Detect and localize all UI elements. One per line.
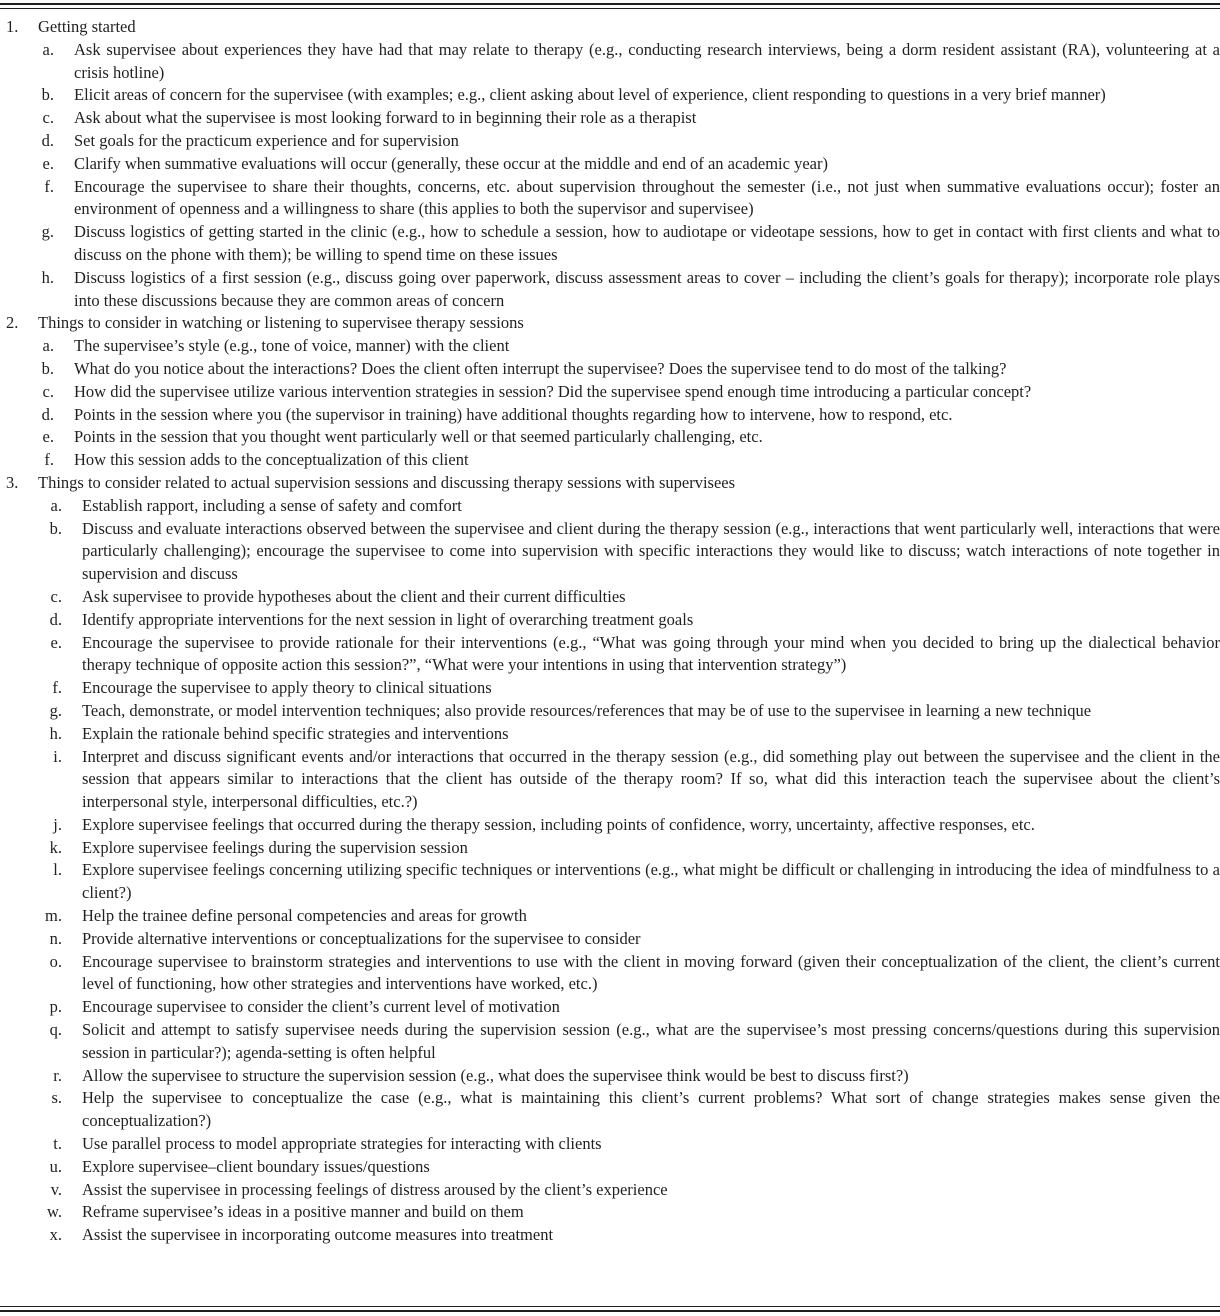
item-text: Explain the rationale behind specific strategies and interventions xyxy=(82,723,509,743)
list-item xyxy=(0,518,1220,586)
item-letter: u. xyxy=(49,1156,62,1176)
list-item xyxy=(0,746,1220,814)
item-text: Explore supervisee feelings during the supervision session xyxy=(82,837,468,857)
section-items xyxy=(0,39,1220,313)
list-item xyxy=(0,677,1220,700)
list-item xyxy=(0,1087,1220,1133)
item-letter: o. xyxy=(49,951,62,971)
list-item xyxy=(0,267,1220,313)
item-text: Allow the supervisee to structure the supervision session (e.g., what does the supervisee think would be best to discuss first?) xyxy=(82,1065,909,1085)
item-text: Encourage supervisee to brainstorm strategies and interventions to use with the client in moving forward (given their conceptualization of the client, the client’s current level of functioning, how other strategies and interventions have worked, etc.) xyxy=(82,951,1220,994)
list-item xyxy=(0,153,1220,176)
item-text: Discuss logistics of a first session (e.g., discuss going over paperwork, discuss assessment areas to cover – including the client’s goals for therapy); incorporate role plays into these discussions because they are common areas of concern xyxy=(74,267,1220,310)
list-item xyxy=(0,996,1220,1019)
list-item xyxy=(0,381,1220,404)
item-text: Help the trainee define personal competencies and areas for growth xyxy=(82,906,527,926)
item-text: Points in the session where you (the supervisor in training) have additional thoughts regarding how to intervene, how to respond, etc. xyxy=(74,404,953,424)
list-item xyxy=(0,859,1220,905)
item-text: Encourage the supervisee to share their thoughts, concerns, etc. about supervision throughout the semester (i.e., not just when summative evaluations occur); foster an environment of openness and a willingness to share (this applies to both the supervisor and supervisee) xyxy=(74,176,1220,219)
item-letter: g. xyxy=(49,700,62,720)
list-item xyxy=(0,176,1220,222)
list-item xyxy=(0,586,1220,609)
item-letter: t. xyxy=(53,1134,62,1154)
item-letter: k. xyxy=(49,837,62,857)
section-items xyxy=(0,495,1220,1247)
list-item xyxy=(0,39,1220,85)
list-item xyxy=(0,1201,1220,1224)
item-letter: l. xyxy=(53,860,62,880)
list-item xyxy=(0,107,1220,130)
list-item xyxy=(0,951,1220,997)
item-letter: a. xyxy=(50,495,62,515)
list-item xyxy=(0,1224,1220,1247)
list-item xyxy=(0,1065,1220,1088)
item-letter: w. xyxy=(47,1202,62,1222)
bottom-rule-inner xyxy=(0,1306,1220,1307)
list-item xyxy=(0,84,1220,107)
item-letter: d. xyxy=(49,609,62,629)
item-letter: c. xyxy=(42,381,54,401)
item-text: Clarify when summative evaluations will occur (generally, these occur at the middle and end of an academic year) xyxy=(74,153,828,173)
item-text: Interpret and discuss significant events and/or interactions that occurred in the therapy session (e.g., did something play out between the supervisee and the client in the session that appears similar to interactions that the client has outside of the therapy room? If so, what did this interaction teach the supervisee about the client’s interpersonal style, interpersonal difficulties, etc.?) xyxy=(82,746,1220,812)
section-number: 2. xyxy=(6,313,19,333)
item-letter: g. xyxy=(41,222,54,242)
item-letter: v. xyxy=(50,1179,62,1199)
item-text: Use parallel process to model appropriate strategies for interacting with clients xyxy=(82,1134,602,1154)
item-letter: d. xyxy=(41,130,54,150)
item-letter: h. xyxy=(41,267,54,287)
list-item xyxy=(0,723,1220,746)
checklist-document xyxy=(0,16,1220,1247)
item-text: Explore supervisee feelings concerning utilizing specific techniques or interventions (e.g., what might be difficult or challenging in introducing the idea of mindfulness to a client?) xyxy=(82,860,1220,903)
item-letter: f. xyxy=(44,176,54,196)
section-heading xyxy=(0,312,1220,335)
top-rule-outer xyxy=(0,3,1220,5)
item-text: Assist the supervisee in processing feelings of distress aroused by the client’s experience xyxy=(82,1179,668,1199)
list-item xyxy=(0,335,1220,358)
item-letter: e. xyxy=(42,153,54,173)
item-text: Teach, demonstrate, or model intervention techniques; also provide resources/references that may be of use to the supervisee in learning a new technique xyxy=(82,700,1092,720)
item-letter: e. xyxy=(50,632,62,652)
item-letter: i. xyxy=(53,746,62,766)
list-item xyxy=(0,404,1220,427)
item-text: How did the supervisee utilize various intervention strategies in session? Did the supervisee spend enough time introducing a particular concept? xyxy=(74,381,1032,401)
list-item xyxy=(0,632,1220,678)
list-item xyxy=(0,449,1220,472)
item-letter: h. xyxy=(49,723,62,743)
item-text: Ask supervisee about experiences they have had that may relate to therapy (e.g., conducting research interviews, being a dorm resident assistant (RA), volunteering at a crisis hotline) xyxy=(74,39,1220,82)
list-item xyxy=(0,1179,1220,1202)
item-letter: x. xyxy=(49,1225,62,1245)
section-heading xyxy=(0,472,1220,495)
list-item xyxy=(0,1156,1220,1179)
list-item xyxy=(0,221,1220,267)
item-letter: b. xyxy=(49,518,62,538)
item-letter: e. xyxy=(42,427,54,447)
section-title: Getting started xyxy=(38,17,136,36)
item-text: The supervisee’s style (e.g., tone of voice, manner) with the client xyxy=(74,336,510,356)
item-letter: b. xyxy=(41,358,54,378)
item-letter: j. xyxy=(53,814,62,834)
item-text: Ask about what the supervisee is most looking forward to in beginning their role as a therapist xyxy=(74,108,697,128)
item-letter: f. xyxy=(52,678,62,698)
item-letter: c. xyxy=(50,586,62,606)
bottom-rule-outer xyxy=(0,1310,1220,1312)
item-letter: f. xyxy=(44,450,54,470)
item-text: Discuss and evaluate interactions observed between the supervisee and client during the therapy session (e.g., interactions that went particularly well, interactions that were particularly challenging); encourage the supervisee to come into supervision with specific interactions they would like to discuss; watch interactions of note together in supervision and discuss xyxy=(82,518,1220,584)
item-text: Provide alternative interventions or conceptualizations for the supervisee to consider xyxy=(82,928,641,948)
item-letter: p. xyxy=(49,997,62,1017)
list-item xyxy=(0,905,1220,928)
list-item xyxy=(0,130,1220,153)
top-rule-inner xyxy=(0,8,1220,9)
item-text: Assist the supervisee in incorporating outcome measures into treatment xyxy=(82,1225,554,1245)
list-item xyxy=(0,1133,1220,1156)
item-letter: b. xyxy=(41,85,54,105)
item-text: Reframe supervisee’s ideas in a positive manner and build on them xyxy=(82,1202,524,1222)
item-letter: a. xyxy=(42,39,54,59)
section-heading xyxy=(0,16,1220,39)
item-text: Encourage supervisee to consider the client’s current level of motivation xyxy=(82,997,560,1017)
section-title: Things to consider related to actual supervision sessions and discussing therapy sessions with supervisees xyxy=(38,472,736,492)
list-item xyxy=(0,358,1220,381)
item-letter: d. xyxy=(41,404,54,424)
item-letter: r. xyxy=(53,1065,62,1085)
list-item xyxy=(0,700,1220,723)
list-item xyxy=(0,1019,1220,1065)
item-text: Encourage the supervisee to provide rationale for their interventions (e.g., “What was going through your mind when you decided to bring up the dialectical behavior therapy technique of opposite action this session?”, “What were your intentions in using that intervention strategy”) xyxy=(82,632,1220,675)
item-text: Solicit and attempt to satisfy supervisee needs during the supervision session (e.g., what are the supervisee’s most pressing concerns/questions during this supervision session in particular?); agenda-setting is often helpful xyxy=(82,1020,1220,1062)
section-title: Things to consider in watching or listening to supervisee therapy sessions xyxy=(38,313,524,333)
item-text: Points in the session that you thought went particularly well or that seemed particularly challenging, etc. xyxy=(74,427,763,447)
item-letter: n. xyxy=(49,928,62,948)
item-text: Establish rapport, including a sense of safety and comfort xyxy=(82,495,462,515)
list-item xyxy=(0,609,1220,632)
item-text: Identify appropriate interventions for the next session in light of overarching treatment goals xyxy=(82,609,694,629)
item-text: Ask supervisee to provide hypotheses about the client and their current difficulties xyxy=(82,586,626,606)
item-text: Set goals for the practicum experience and for supervision xyxy=(74,130,459,150)
item-text: Elicit areas of concern for the supervisee (with examples; e.g., client asking about level of experience, client responding to questions in a very brief manner) xyxy=(74,85,1106,105)
item-letter: m. xyxy=(45,906,62,926)
section-items xyxy=(0,335,1220,472)
list-item xyxy=(0,928,1220,951)
item-letter: c. xyxy=(42,108,54,128)
list-item xyxy=(0,495,1220,518)
item-text: Discuss logistics of getting started in the clinic (e.g., how to schedule a session, how to audiotape or videotape sessions, how to get in contact with first clients and what to discuss on the phone with them); be willing to spend time on these issues xyxy=(74,222,1220,264)
item-text: Explore supervisee–client boundary issues/questions xyxy=(82,1156,430,1176)
item-letter: a. xyxy=(42,336,54,356)
list-item xyxy=(0,426,1220,449)
item-letter: q. xyxy=(49,1020,62,1040)
item-text: What do you notice about the interactions? Does the client often interrupt the supervisee? Does the supervisee tend to do most of the talking? xyxy=(74,358,1007,378)
item-text: Help the supervisee to conceptualize the case (e.g., what is maintaining this client’s current problems? What sort of change strategies makes sense given the conceptualization?) xyxy=(82,1088,1220,1131)
item-text: Encourage the supervisee to apply theory to clinical situations xyxy=(82,678,492,698)
item-text: Explore supervisee feelings that occurred during the therapy session, including points of confidence, worry, uncertainty, affective responses, etc. xyxy=(82,814,1035,834)
section-number: 3. xyxy=(6,472,19,492)
list-item xyxy=(0,814,1220,837)
item-letter: s. xyxy=(51,1088,62,1108)
list-item xyxy=(0,837,1220,860)
section-number: 1. xyxy=(6,17,19,36)
item-text: How this session adds to the conceptualization of this client xyxy=(74,450,469,470)
